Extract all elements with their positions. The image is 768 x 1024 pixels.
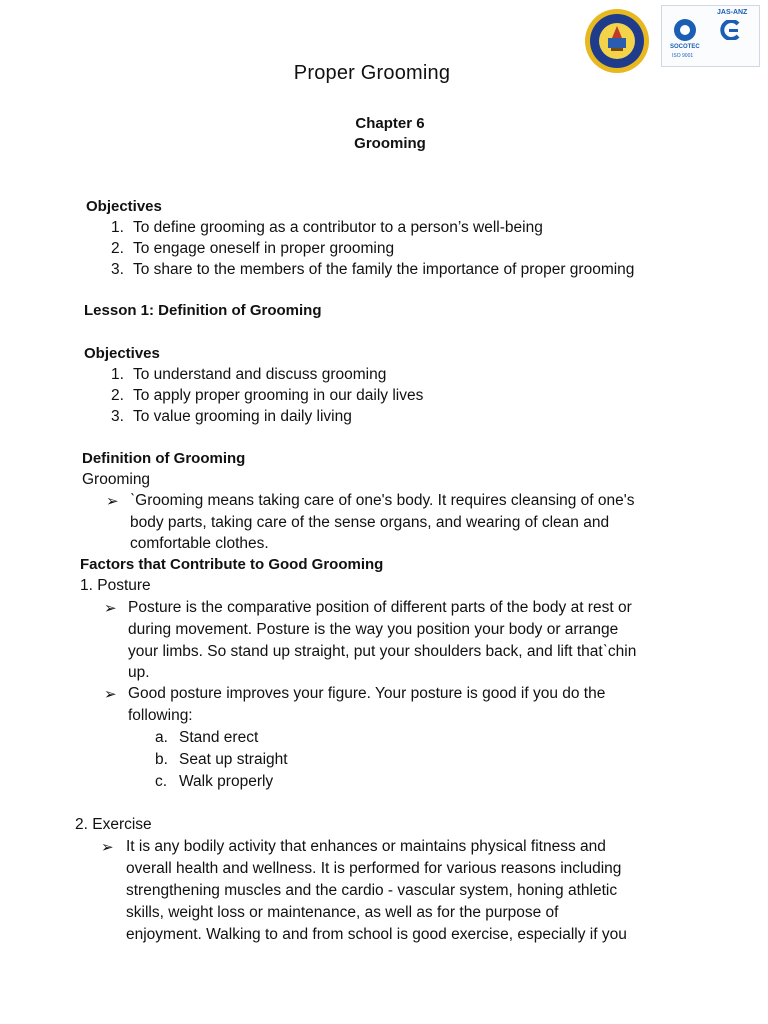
- objective-item: 3. To share to the members of the family the importance of proper grooming: [111, 261, 635, 278]
- definition-subheading: Grooming: [82, 471, 151, 488]
- definition-text-line: ˋGrooming means taking care of one's body. It requires cleansing of one's: [130, 492, 635, 509]
- posture-text-line: during movement. Posture is the way you position your body or arrange: [128, 621, 619, 638]
- factors-heading: Factors that Contribute to Good Grooming: [80, 556, 384, 573]
- definition-text-line: body parts, taking care of the sense organs, and wearing of clean and: [130, 514, 610, 531]
- iso-certification-logo: [661, 5, 760, 67]
- jas-anz-mark-icon: [718, 20, 742, 40]
- exercise-text-line: skills, weight loss or maintenance, as well as for the purpose of: [126, 904, 559, 921]
- objective-item: 3. To value grooming in daily living: [111, 408, 352, 425]
- exercise-text-line: overall health and wellness. It is performed for various reasons including: [126, 860, 622, 877]
- objectives-heading: Objectives: [84, 345, 160, 362]
- page-title: Proper Grooming: [293, 62, 451, 84]
- objective-item: 1. To define grooming as a contributor to a person’s well-being: [111, 219, 543, 236]
- posture-sub-item: a. Stand erect: [155, 729, 259, 746]
- posture-text-line: up.: [128, 664, 150, 681]
- objective-item: 1. To understand and discuss grooming: [111, 366, 387, 383]
- exercise-text-line: strengthening muscles and the cardio - vascular system, honing athletic: [126, 882, 618, 899]
- posture-text-line: following:: [128, 707, 193, 724]
- posture-text-line: Posture is the comparative position of different parts of the body at rest or: [128, 599, 632, 616]
- exercise-text-line: enjoyment. Walking to and from school is good exercise, especially if you: [126, 926, 627, 943]
- exercise-label: 2. Exercise: [75, 816, 152, 833]
- arrow-bullet-icon: ➢: [106, 493, 119, 510]
- exercise-text-line: It is any bodily activity that enhances or maintains physical fitness and: [126, 838, 606, 855]
- cert-iso-text: ISO 9001: [672, 53, 694, 59]
- posture-label: 1. Posture: [80, 577, 151, 594]
- chapter-number: Chapter 6: [355, 115, 425, 132]
- cert-socotec-text: SOCOTEC: [670, 44, 700, 50]
- arrow-bullet-icon: ➢: [104, 600, 117, 617]
- cert-top-text: JAS-ANZ: [717, 9, 748, 16]
- socotec-mark-icon: [670, 18, 700, 42]
- definition-heading: Definition of Grooming: [82, 450, 246, 467]
- objectives-heading: Objectives: [86, 198, 162, 215]
- posture-sub-item: b. Seat up straight: [155, 751, 288, 768]
- posture-text-line: Good posture improves your figure. Your posture is good if you do the: [128, 685, 606, 702]
- posture-sub-item: c. Walk properly: [155, 773, 274, 790]
- chapter-subtitle: Grooming: [354, 135, 426, 152]
- lesson-heading: Lesson 1: Definition of Grooming: [84, 302, 322, 319]
- arrow-bullet-icon: ➢: [101, 839, 114, 856]
- arrow-bullet-icon: ➢: [104, 686, 117, 703]
- posture-text-line: your limbs. So stand up straight, put your shoulders back, and lift thatˋchin: [128, 643, 637, 660]
- definition-text-line: comfortable clothes.: [130, 535, 269, 552]
- objective-item: 2. To engage oneself in proper grooming: [111, 240, 395, 257]
- objective-item: 2. To apply proper grooming in our daily lives: [111, 387, 424, 404]
